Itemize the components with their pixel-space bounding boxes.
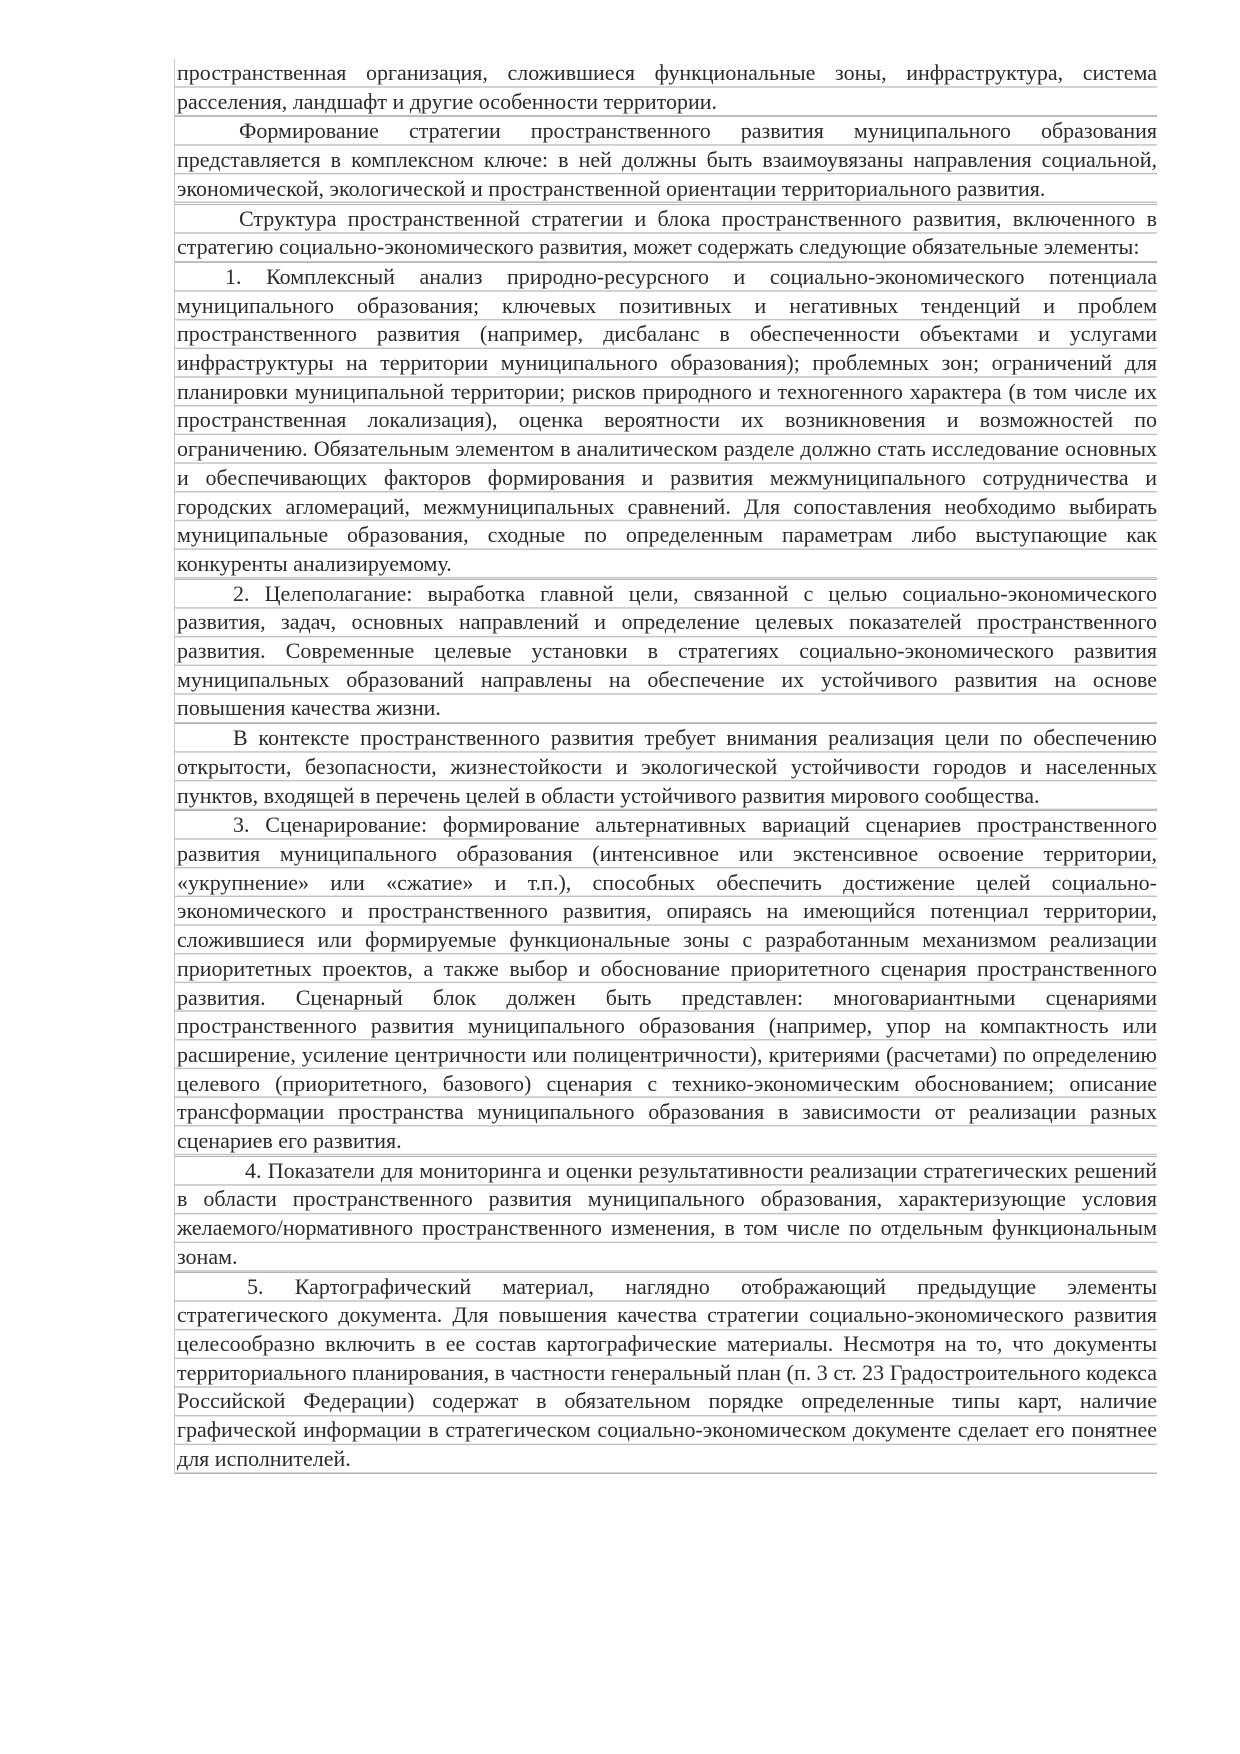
- paragraph-sustainable-context: В контексте пространственного развития требует внимания реализация цели по обеспечению открытости, безопасности, жизнестойкости и экологической устойчивости городов и населенных пунктов, входящей в перечень целей в области устойчивого развития мирового сообщества.: [175, 724, 1157, 811]
- paragraph-structure-intro: Структура пространственной стратегии и блока пространственного развития, включенного в стратегию социально-экономического развития, может содержать следующие обязательные элементы:: [175, 205, 1157, 263]
- list-item-cartography: 5. Картографический материал, наглядно отображающий предыдущие элементы стратегического документа. Для повышения качества стратегии социально-экономического развития целесообразно включить в ее состав картографические материалы. Несмотря на то, что документы территориального планирования, в частности генеральный план (п. 3 ст. 23 Градостроительного кодекса Российской Федерации) содержат в обязательном порядке определенные типы карт, наличие графической информации в стратегическом социально-экономическом документе сделает его понятнее для исполнителей.: [175, 1273, 1157, 1475]
- list-item-scenarios: 3. Сценарирование: формирование альтернативных вариаций сценариев пространственного развития муниципального образования (интенсивное или экстенсивное освоение территории, «укрупнение» или «сжатие» и т.п.), способных обеспечить достижение целей социально-экономического и пространственного развития, опираясь на имеющийся потенциал территории, сложившиеся или формируемые функциональные зоны с разработанным механизмом реализации приоритетных проектов, а также выбор и обоснование приоритетного сценария пространственного развития. Сценарный блок должен быть представлен: многовариантными сценариями пространственного развития муниципального образования (например, упор на компактность или расширение, усиление центричности или полицентричности), критериями (расчетами) по определению целевого (приоритетного, базового) сценария с технико-экономическим обоснованием; описание трансформации пространства муниципального образования в зависимости от реализации разных сценариев его развития.: [175, 811, 1157, 1156]
- document-page: [174, 59, 1157, 1474]
- list-item-indicators: 4. Показатели для мониторинга и оценки результативности реализации стратегических решений в области пространственного развития муниципального образования, характеризующие условия желаемого/нормативного пространственного изменения, в том числе по отдельным функциональным зонам.: [175, 1157, 1157, 1273]
- list-item-analysis: 1. Комплексный анализ природно-ресурсного и социально-экономического потенциала муниципального образования; ключевых позитивных и негативных тенденций и проблем пространственного развития (например, дисбаланс в обеспеченности объектами и услугами инфраструктуры на территории муниципального образования); проблемных зон; ограничений для планировки муниципальной территории; рисков природного и техногенного характера (в том числе их пространственная локализация), оценка вероятности их возникновения и возможностей по ограничению. Обязательным элементом в аналитическом разделе должно стать исследование основных и обеспечивающих факторов формирования и развития межмуниципального сотрудничества и городских агломераций, межмуниципальных сравнений. Для сопоставления необходимо выбирать муниципальные образования, сходные по определенным параметрам либо выступающие как конкуренты анализируемому.: [175, 263, 1157, 580]
- paragraph-continuation: пространственная организация, сложившиеся функциональные зоны, инфраструктура, система расселения, ландшафт и другие особенности территории.: [175, 59, 1157, 117]
- paragraph-strategy-formation: Формирование стратегии пространственного развития муниципального образования представляется в комплексном ключе: в ней должны быть взаимоувязаны направления социальной, экономической, экологической и пространственной ориентации территориального развития.: [175, 117, 1157, 204]
- list-item-goal-setting: 2. Целеполагание: выработка главной цели, связанной с целью социально-экономического развития, задач, основных направлений и определение целевых показателей пространственного развития. Современные целевые установки в стратегиях социально-экономического развития муниципальных образований направлены на обеспечение их устойчивого развития на основе повышения качества жизни.: [175, 580, 1157, 725]
